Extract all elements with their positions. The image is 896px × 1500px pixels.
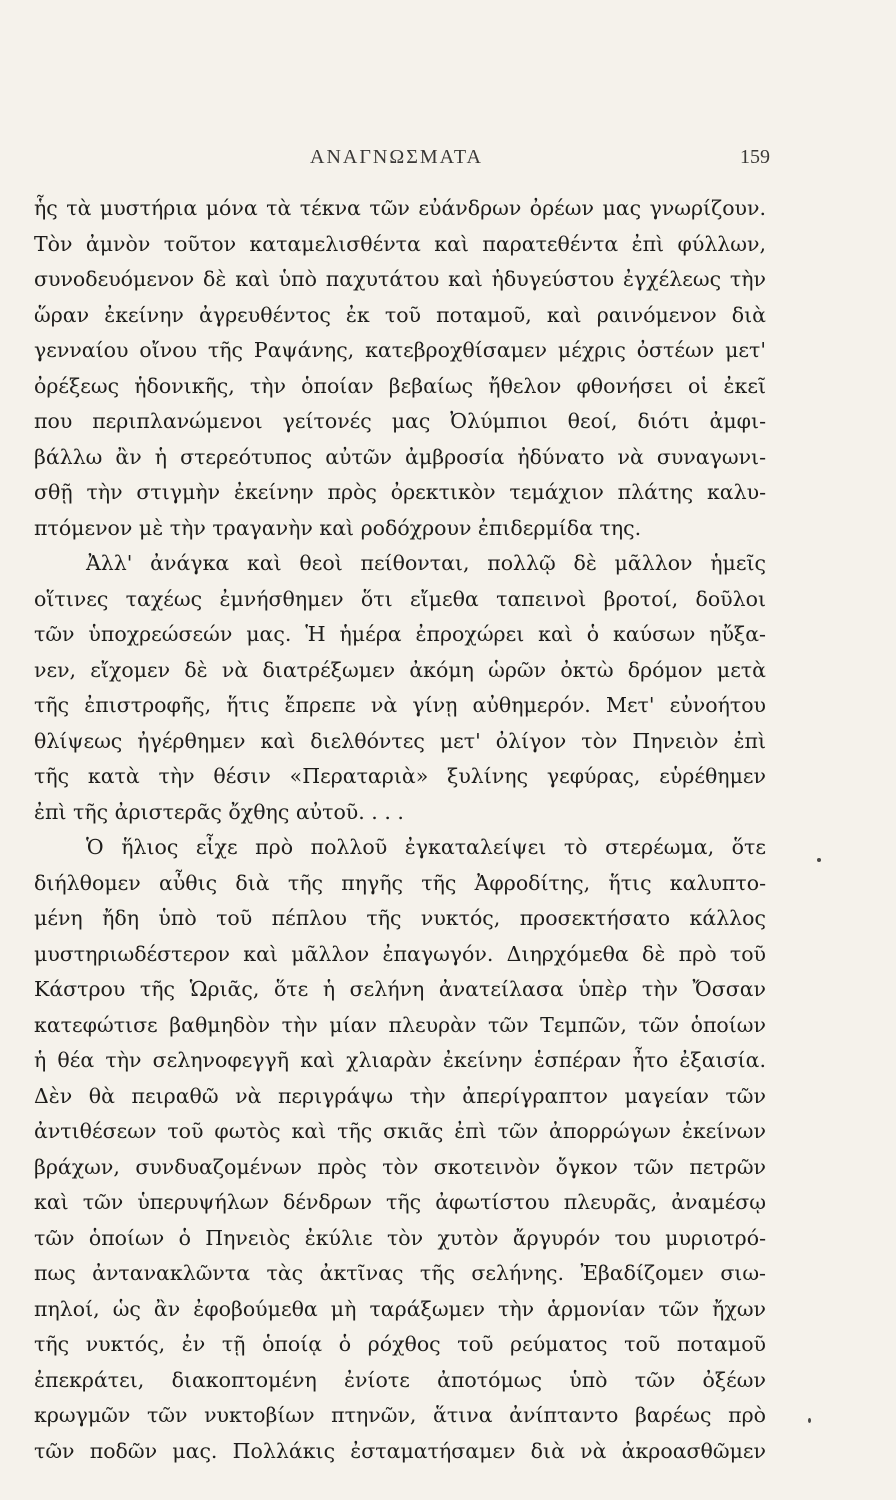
text-line: μυστηριωδέστερον καὶ μᾶλλον ἐπαγωγόν. Διηρχόμεθα δὲ πρὸ τοῦ xyxy=(34,941,766,966)
text-line: γενναίου οἴνου τῆς Ραψάνης, κατεβροχθίσαμεν μέχρις ὀστέων μετ' xyxy=(34,338,766,362)
text-line: πτόμενον μὲ τὴν τραγανὴν καὶ ροδόχρουν ἐπιδερμίδα της. xyxy=(34,515,642,540)
ink-speck xyxy=(808,1418,811,1423)
body-text xyxy=(34,191,766,1469)
text-line: πηλοί, ὡς ἂν ἐφοβούμεθα μὴ ταράξωμεν τὴν ἁρμονίαν τῶν ἤχων xyxy=(34,1296,766,1321)
paragraph-first-line: Ἀλλ' ἀνάγκα καὶ θεοὶ πείθονται, πολλῷ δὲ μᾶλλον ἡμεῖς xyxy=(86,551,766,575)
text-line: ἐπεκράτει, διακοπτομένη ἐνίοτε ἀποτόμως ὑπὸ τῶν ὀξέων xyxy=(34,1367,766,1392)
text-line: τῆς κατὰ τὴν θέσιν «Περαταριὰ» ξυλίνης γεφύρας, εὑρέθημεν xyxy=(34,764,766,788)
page-header xyxy=(30,146,770,176)
text-line: θλίψεως ἠγέρθημεν καὶ διελθόντες μετ' ὀλίγον τὸν Πηνειὸν ἐπὶ xyxy=(34,728,766,753)
text-line: οἵτινες ταχέως ἐμνήσθημεν ὅτι εἴμεθα ταπεινοὶ βροτοί, δοῦλοι xyxy=(34,586,766,611)
text-line: ὥραν ἐκείνην ἀγρευθέντος ἐκ τοῦ ποταμοῦ, καὶ ραινόμενον διὰ xyxy=(34,302,766,327)
text-line: ἧς τὰ μυστήρια μόνα τὰ τέκνα τῶν εὐάνδρων ὀρέων μας γνωρίζουν. xyxy=(34,196,766,220)
text-line: καὶ τῶν ὑπερυψήλων δένδρων τῆς ἀφωτίστου πλευρᾶς, ἀναμέσῳ xyxy=(34,1190,766,1214)
text-line: ἀντιθέσεων τοῦ φωτὸς καὶ τῆς σκιᾶς ἐπὶ τῶν ἀπορρώγων ἐκείνων xyxy=(34,1119,766,1143)
text-line: Κάστρου τῆς Ὡριᾶς, ὅτε ἡ σελήνη ἀνατείλασα ὑπὲρ τὴν Ὄσσαν xyxy=(34,977,766,1001)
paragraph-first-line: Ὁ ἥλιος εἶχε πρὸ πολλοῦ ἐγκαταλείψει τὸ στερέωμα, ὅτε xyxy=(86,835,766,859)
ink-speck xyxy=(817,858,821,862)
text-line: βάλλω ἂν ἡ στερεότυπος αὐτῶν ἀμβροσία ἠδύνατο νὰ συναγωνι- xyxy=(34,444,766,469)
text-line: κατεφώτισε βαθμηδὸν τὴν μίαν πλευρὰν τῶν Τεμπῶν, τῶν ὁποίων xyxy=(34,1012,766,1037)
running-title: ΑΝΑΓΝΩΣΜΑΤΑ xyxy=(310,146,483,168)
text-line: συνοδευόμενον δὲ καὶ ὑπὸ παχυτάτου καὶ ἡδυγεύστου ἐγχέλεως τὴν xyxy=(34,267,766,291)
text-line: βράχων, συνδυαζομένων πρὸς τὸν σκοτεινὸν ὄγκον τῶν πετρῶν xyxy=(34,1154,766,1179)
page-number: 159 xyxy=(740,146,770,168)
text-line: ὀρέξεως ἡδονικῆς, τὴν ὁποίαν βεβαίως ἤθελον φθονήσει οἱ ἐκεῖ xyxy=(34,373,766,398)
text-line: διήλθομεν αὖθις διὰ τῆς πηγῆς τῆς Ἀφροδίτης, ἥτις καλυπτο- xyxy=(34,870,766,895)
text-line: τῆς ἐπιστροφῆς, ἥτις ἔπρεπε νὰ γίνῃ αὐθημερόν. Μετ' εὐνοήτου xyxy=(34,693,766,717)
text-line: σθῇ τὴν στιγμὴν ἐκείνην πρὸς ὀρεκτικὸν τεμάχιον πλάτης καλυ- xyxy=(34,480,766,504)
text-line: Δὲν θὰ πειραθῶ νὰ περιγράψω τὴν ἀπερίγραπτον μαγείαν τῶν xyxy=(34,1083,766,1108)
text-line: Τὸν ἀμνὸν τοῦτον καταμελισθέντα καὶ παρατεθέντα ἐπὶ φύλλων, xyxy=(34,231,766,256)
text-line: τῶν ὑποχρεώσεών μας. Ἡ ἡμέρα ἐπροχώρει καὶ ὁ καύσων ηὔξα- xyxy=(34,622,766,646)
text-line: τῆς νυκτός, ἐν τῇ ὁποίᾳ ὁ ρόχθος τοῦ ρεύματος τοῦ ποταμοῦ xyxy=(34,1332,766,1356)
text-line: νεν, εἴχομεν δὲ νὰ διατρέξωμεν ἀκόμη ὡρῶν ὀκτὼ δρόμον μετὰ xyxy=(34,657,766,682)
text-line: ἐπὶ τῆς ἀριστερᾶς ὄχθης αὐτοῦ. . . . xyxy=(34,799,404,824)
text-line: μένη ἤδη ὑπὸ τοῦ πέπλου τῆς νυκτός, προσεκτήσατο κάλλος xyxy=(34,906,766,930)
text-line: τῶν ποδῶν μας. Πολλάκις ἐσταματήσαμεν διὰ νὰ ἀκροασθῶμεν xyxy=(34,1438,766,1463)
text-line: που περιπλανώμενοι γείτονές μας Ὀλύμπιοι θεοί, διότι ἀμφι- xyxy=(34,409,766,433)
text-line: πως ἀντανακλῶντα τὰς ἀκτῖνας τῆς σελήνης. Ἐβαδίζομεν σιω- xyxy=(34,1261,766,1285)
text-line: ἡ θέα τὴν σεληνοφεγγῆ καὶ χλιαρὰν ἐκείνην ἑσπέραν ἦτο ἐξαισία. xyxy=(34,1048,766,1072)
text-line: κρωγμῶν τῶν νυκτοβίων πτηνῶν, ἅτινα ἀνίπταντο βαρέως πρὸ xyxy=(34,1403,766,1427)
text-line: τῶν ὁποίων ὁ Πηνειὸς ἐκύλιε τὸν χυτὸν ἄργυρόν του μυριοτρό- xyxy=(34,1225,766,1250)
